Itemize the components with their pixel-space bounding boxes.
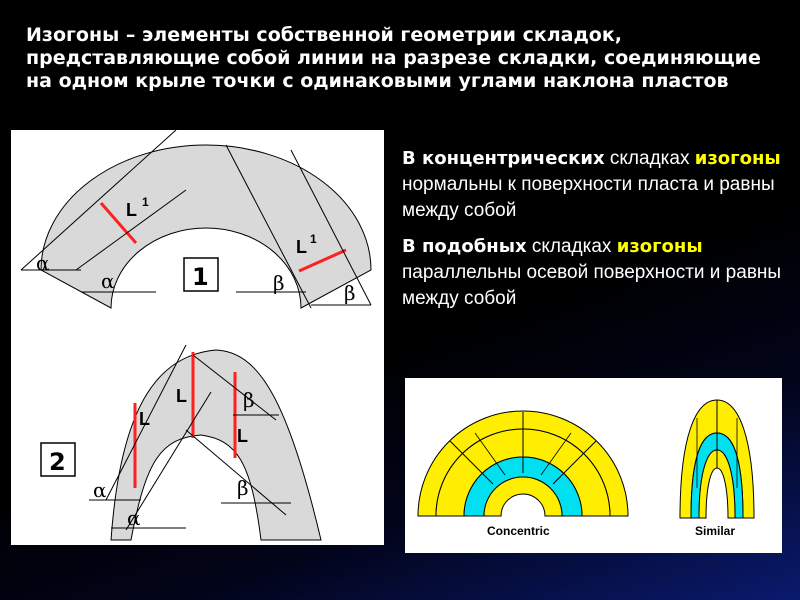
- angle-beta-label: β: [237, 476, 249, 500]
- isogon-label: L: [176, 386, 187, 406]
- isogon-superscript: 1: [310, 232, 317, 246]
- isogon-label: L: [139, 409, 150, 429]
- angle-beta-label: β: [243, 388, 255, 412]
- concentric-fold-figure: [21, 130, 371, 308]
- isogon-term: изогоны: [694, 148, 781, 169]
- angle-alpha-label: α: [101, 269, 115, 293]
- text-part: параллельны осевой поверхности и равны между собой: [402, 262, 782, 309]
- angle-alpha-label: α: [127, 506, 141, 530]
- fold-comparison-svg: [405, 378, 782, 553]
- fold-figures-panel: [11, 130, 384, 545]
- isogon-superscript: 1: [142, 195, 149, 209]
- similar-fold-figure: [41, 345, 321, 540]
- concentric-label: Concentric: [487, 524, 550, 538]
- angle-beta-label: β: [273, 271, 285, 295]
- concentric-description: [402, 146, 792, 224]
- fold-comparison-inset: [405, 378, 782, 553]
- angle-beta-label: β: [344, 281, 356, 305]
- concentric-fold-diagram: [418, 411, 628, 538]
- concentric-heading: В концентрических: [402, 148, 605, 169]
- figure-number: 2: [49, 448, 66, 476]
- angle-alpha-label: α: [36, 251, 50, 275]
- angle-alpha-label: α: [93, 478, 107, 502]
- similar-description: [402, 234, 792, 312]
- isogon-label: L: [126, 200, 137, 220]
- text-part: складках: [604, 148, 695, 169]
- isogon-term: изогоны: [616, 236, 703, 257]
- isogon-label: L: [237, 426, 248, 446]
- similar-heading: В подобных: [402, 236, 527, 257]
- fold-figures-svg: [11, 130, 384, 545]
- isogon-label: L: [296, 237, 307, 257]
- similar-fold-layer: [111, 350, 321, 540]
- figure-number: 1: [192, 263, 209, 291]
- slide-title: Изогоны – элементы собственной геометрии складок, представляющие собой линии на разрезе складки, соединяющие на одном крыле точки с одинаковыми углами наклона пластов: [26, 24, 761, 92]
- text-part: складках: [526, 236, 617, 257]
- text-part: нормальны к поверхности пласта и равны между собой: [402, 174, 775, 221]
- similar-label: Similar: [695, 524, 736, 538]
- similar-fold-diagram: [680, 400, 754, 538]
